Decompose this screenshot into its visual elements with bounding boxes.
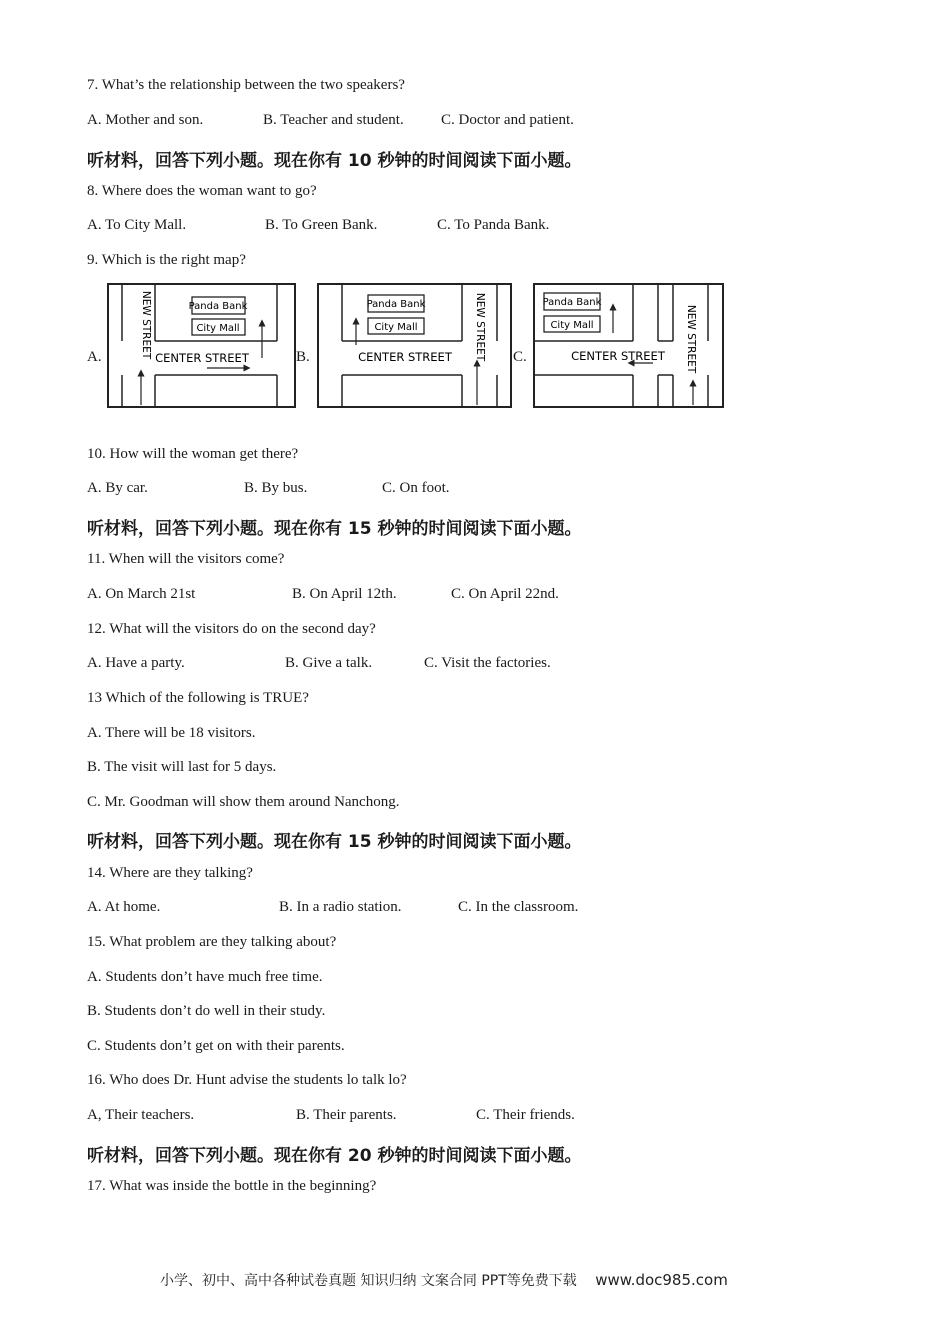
q7-option-c: C. Doctor and patient.: [441, 112, 574, 128]
q9-option-b-label: B.: [296, 349, 310, 365]
question-10: 10. How will the woman get there?: [87, 446, 299, 462]
q14-option-a: A. At home.: [87, 899, 161, 915]
q12-option-a: A. Have a party.: [87, 655, 185, 671]
question-14: 14. Where are they talking?: [87, 865, 253, 881]
q13-option-c: C. Mr. Goodman will show them around Nanchong.: [87, 794, 400, 810]
question-9: 9. Which is the right map?: [87, 252, 246, 268]
map-a-new-street: NEW STREET: [140, 290, 152, 360]
map-c-center-street: CENTER STREET: [571, 349, 665, 363]
map-b-center-street: CENTER STREET: [358, 350, 452, 364]
page-footer: [160, 1270, 728, 1290]
q11-option-b: B. On April 12th.: [292, 586, 397, 602]
map-c-city-mall: City Mall: [550, 320, 594, 331]
q7-option-b: B. Teacher and student.: [263, 112, 404, 128]
question-11: 11. When will the visitors come?: [87, 551, 285, 567]
map-c-new-street: NEW STREET: [685, 304, 697, 374]
q10-option-c: C. On foot.: [382, 480, 450, 496]
q10-option-a: A. By car.: [87, 480, 148, 496]
q14-option-c: C. In the classroom.: [458, 899, 579, 915]
map-b-panda-bank: Panda Bank: [366, 299, 426, 310]
q11-option-c: C. On April 22nd.: [451, 586, 559, 602]
footer-text: 小学、初中、高中各种试卷真题 知识归纳 文案合同 PPT等免费下载: [160, 1273, 577, 1289]
q7-option-a: A. Mother and son.: [87, 112, 204, 128]
q16-option-b: B. Their parents.: [296, 1107, 397, 1123]
q16-option-c: C. Their friends.: [476, 1107, 575, 1123]
map-b-city-mall: City Mall: [374, 322, 418, 333]
question-13: 13 Which of the following is TRUE?: [87, 690, 309, 706]
q12-option-b: B. Give a talk.: [285, 655, 373, 671]
q12-option-c: C. Visit the factories.: [424, 655, 551, 671]
map-c-panda-bank: Panda Bank: [542, 297, 602, 308]
question-7: 7. What’s the relationship between the two speakers?: [87, 77, 405, 93]
q15-option-a: A. Students don’t have much free time.: [87, 969, 323, 985]
q8-option-c: C. To Panda Bank.: [437, 217, 550, 233]
instruction-3: 听材料，回答下列小题。现在你有 15 秒钟的时间阅读下面小题。: [87, 832, 582, 852]
map-b: [317, 283, 513, 409]
map-b-new-street: NEW STREET: [474, 292, 486, 362]
q11-option-a: A. On March 21st: [87, 586, 196, 602]
q16-option-a: A, Their teachers.: [87, 1107, 195, 1123]
q9-option-c-label: C.: [513, 349, 527, 365]
q9-option-a-label: A.: [87, 349, 102, 365]
q14-option-b: B. In a radio station.: [279, 899, 402, 915]
instruction-1: 听材料，回答下列小题。现在你有 10 秒钟的时间阅读下面小题。: [87, 151, 582, 171]
q13-option-b: B. The visit will last for 5 days.: [87, 759, 277, 775]
q8-option-a: A. To City Mall.: [87, 217, 187, 233]
q13-option-a: A. There will be 18 visitors.: [87, 725, 256, 741]
map-a-panda-bank: Panda Bank: [188, 301, 248, 312]
map-a-center-street: CENTER STREET: [155, 351, 249, 365]
question-8: 8. Where does the woman want to go?: [87, 183, 317, 199]
instruction-4: 听材料，回答下列小题。现在你有 20 秒钟的时间阅读下面小题。: [87, 1146, 582, 1166]
q8-option-b: B. To Green Bank.: [265, 217, 378, 233]
q10-option-b: B. By bus.: [244, 480, 308, 496]
map-a-city-mall: City Mall: [196, 323, 240, 334]
q15-option-c: C. Students don’t get on with their parents.: [87, 1038, 345, 1054]
q15-option-b: B. Students don’t do well in their study.: [87, 1003, 326, 1019]
question-16: 16. Who does Dr. Hunt advise the students lo talk lo?: [87, 1072, 407, 1088]
question-17: 17. What was inside the bottle in the beginning?: [87, 1178, 377, 1194]
footer-url[interactable]: www.doc985.com: [595, 1271, 728, 1289]
question-15: 15. What problem are they talking about?: [87, 934, 337, 950]
question-12: 12. What will the visitors do on the second day?: [87, 621, 376, 637]
instruction-2: 听材料，回答下列小题。现在你有 15 秒钟的时间阅读下面小题。: [87, 519, 582, 539]
map-a: [107, 283, 297, 409]
map-c: [533, 283, 725, 409]
